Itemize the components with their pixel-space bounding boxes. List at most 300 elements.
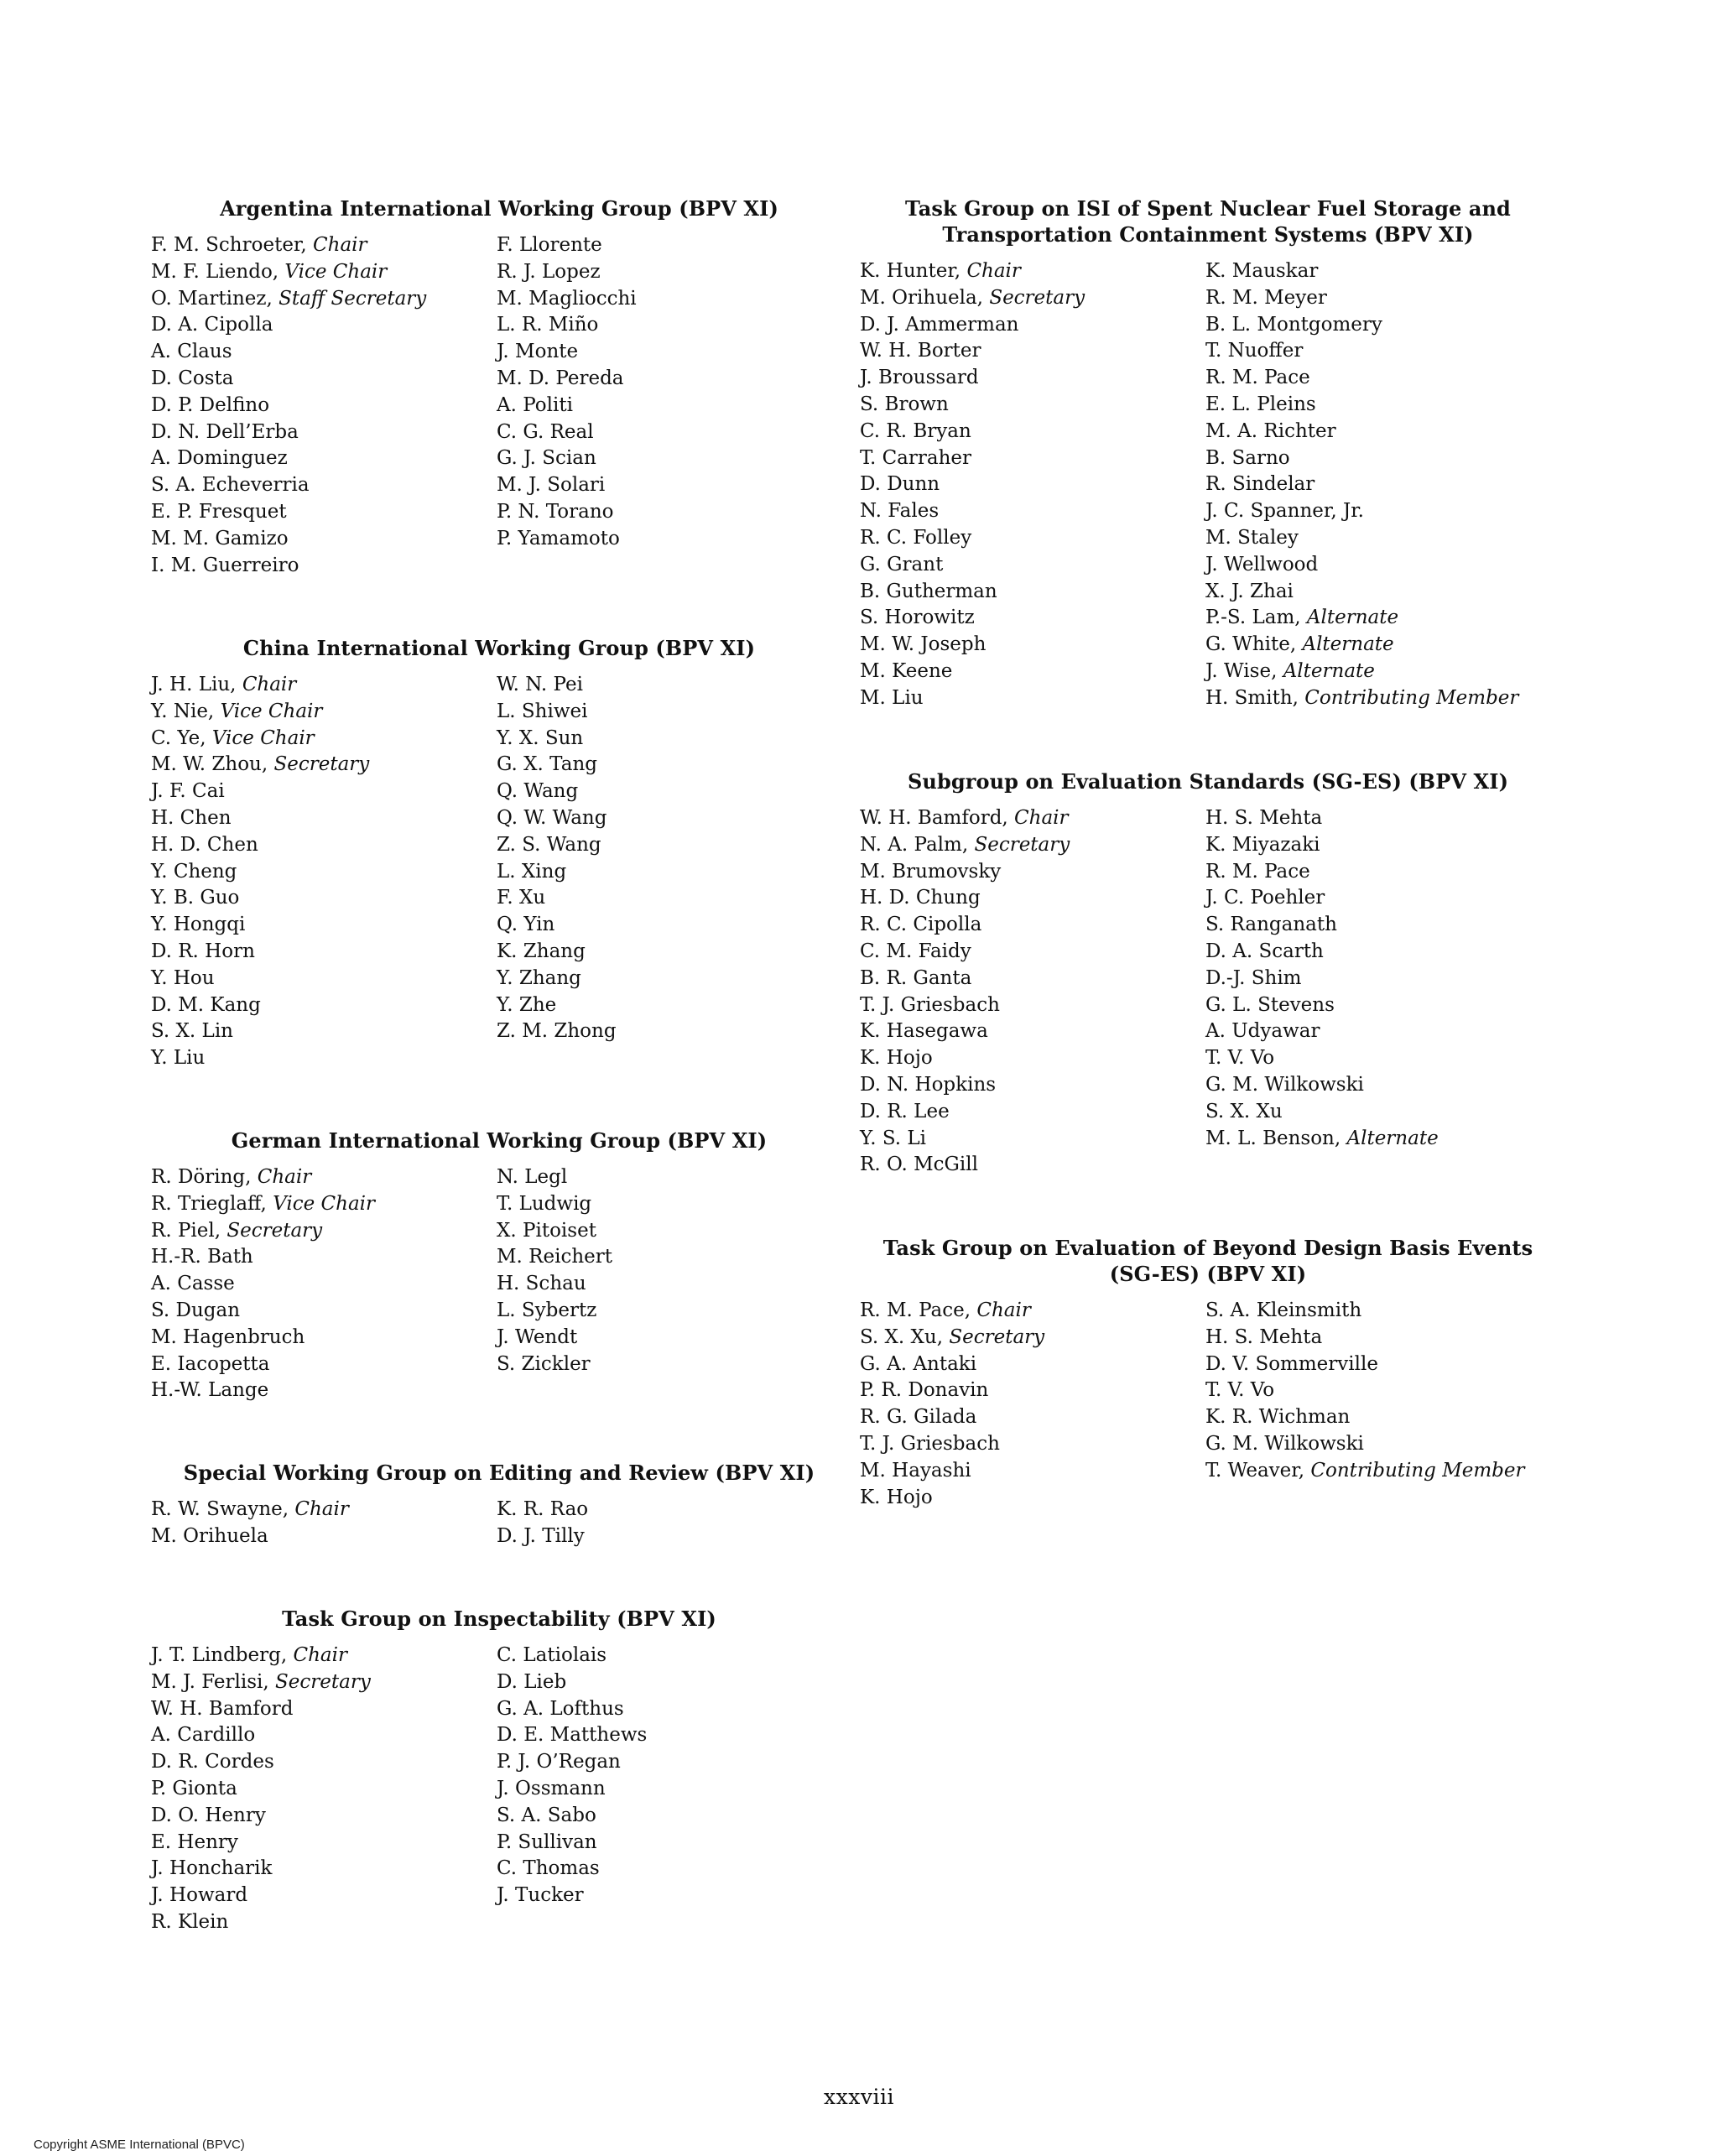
member-entry bbox=[151, 1722, 497, 1749]
member-name: R. Klein bbox=[151, 1910, 229, 1933]
member-entry bbox=[151, 1523, 497, 1550]
member-name: D. J. Ammerman bbox=[860, 313, 1019, 336]
member-name: E. L. Pleins bbox=[1205, 393, 1316, 415]
member-name: K. Zhang bbox=[497, 940, 586, 962]
member-entry bbox=[497, 393, 842, 419]
member-entry bbox=[497, 1803, 842, 1830]
member-entry bbox=[860, 659, 1205, 685]
member-name: Z. M. Zhong bbox=[497, 1020, 617, 1043]
member-entry bbox=[860, 579, 1205, 606]
member-name: W. N. Pei bbox=[497, 674, 583, 695]
member-entry bbox=[151, 992, 497, 1019]
member-list bbox=[497, 1164, 842, 1404]
member-name: C. Thomas bbox=[497, 1857, 600, 1880]
member-entry bbox=[151, 366, 497, 393]
member-name: M. W. Zhou, bbox=[151, 753, 274, 776]
member-name: E. P. Fresquet bbox=[151, 500, 287, 523]
member-name: G. M. Wilkowski bbox=[1205, 1432, 1364, 1455]
member-entry bbox=[1205, 859, 1551, 886]
member-name: K. Mauskar bbox=[1205, 260, 1319, 282]
member-role: Secretary bbox=[989, 286, 1085, 309]
member-name: S. X. Xu bbox=[1205, 1100, 1283, 1122]
member-name: J. Wendt bbox=[497, 1325, 578, 1348]
member-entry bbox=[1205, 1404, 1551, 1431]
member-name: D.-J. Shim bbox=[1205, 966, 1302, 989]
member-name: D. R. Horn bbox=[151, 940, 255, 962]
member-entry bbox=[151, 445, 497, 472]
member-name: K. Hojo bbox=[860, 1047, 933, 1070]
member-name: H.-W. Lange bbox=[151, 1379, 269, 1402]
member-entry bbox=[151, 832, 497, 859]
member-columns bbox=[151, 672, 847, 1072]
member-role: Chair bbox=[257, 1166, 312, 1188]
member-entry bbox=[860, 1298, 1205, 1325]
member-entry bbox=[151, 1669, 497, 1696]
member-role: Contributing Member bbox=[1310, 1459, 1525, 1482]
member-name: K. Hasegawa bbox=[860, 1020, 988, 1043]
member-entry bbox=[860, 912, 1205, 939]
member-name: H. D. Chung bbox=[860, 887, 981, 909]
member-entry bbox=[151, 553, 497, 580]
member-entry bbox=[1205, 1126, 1551, 1153]
member-name: G. A. Lofthus bbox=[497, 1697, 624, 1720]
member-name: M. A. Richter bbox=[1205, 419, 1336, 442]
member-name: L. Sybertz bbox=[497, 1299, 597, 1321]
member-name: R. C. Folley bbox=[860, 526, 972, 549]
member-name: L. Shiwei bbox=[497, 700, 588, 722]
member-name: R. M. Meyer bbox=[1205, 286, 1327, 309]
member-name: J. Broussard bbox=[860, 367, 979, 389]
member-entry bbox=[497, 1856, 842, 1883]
member-name: F. Llorente bbox=[497, 234, 602, 256]
member-role: Alternate bbox=[1283, 659, 1375, 682]
member-entry bbox=[860, 992, 1205, 1019]
member-entry bbox=[860, 1018, 1205, 1045]
committee-section bbox=[151, 195, 847, 579]
member-role: Chair bbox=[313, 234, 367, 256]
member-entry bbox=[497, 526, 842, 553]
member-entry bbox=[151, 339, 497, 366]
member-entry bbox=[1205, 419, 1551, 445]
member-entry bbox=[860, 832, 1205, 859]
committee-section bbox=[151, 1460, 847, 1550]
member-entry bbox=[497, 1497, 842, 1523]
member-entry bbox=[497, 1523, 842, 1550]
member-name: Y. S. Li bbox=[860, 1127, 927, 1149]
member-entry bbox=[860, 552, 1205, 579]
member-name: J. T. Lindberg, bbox=[151, 1644, 294, 1666]
member-entry bbox=[860, 859, 1205, 886]
member-name: M. Hagenbruch bbox=[151, 1325, 305, 1348]
member-name: R. Döring, bbox=[151, 1166, 258, 1188]
member-list bbox=[497, 232, 842, 579]
member-entry bbox=[497, 1722, 842, 1749]
member-entry bbox=[497, 419, 842, 446]
member-entry bbox=[151, 1856, 497, 1883]
member-entry bbox=[497, 1696, 842, 1723]
member-name: A. Politi bbox=[497, 393, 573, 416]
member-list bbox=[151, 1643, 497, 1936]
member-list bbox=[497, 1497, 842, 1550]
member-name: G. A. Antaki bbox=[860, 1352, 977, 1375]
member-entry bbox=[1205, 552, 1551, 579]
member-role: Chair bbox=[966, 260, 1021, 282]
member-name: M. Keene bbox=[860, 659, 953, 682]
member-name: D. A. Cipolla bbox=[151, 314, 273, 336]
member-entry bbox=[860, 1351, 1205, 1378]
member-name: S. A. Kleinsmith bbox=[1205, 1299, 1362, 1321]
member-name: M. Staley bbox=[1205, 526, 1299, 549]
member-list bbox=[1205, 1298, 1551, 1511]
member-role: Chair bbox=[1014, 807, 1069, 829]
member-name: D. Costa bbox=[151, 367, 234, 389]
member-entry bbox=[497, 885, 842, 912]
member-entry bbox=[497, 832, 842, 859]
member-name: A. Cardillo bbox=[151, 1724, 256, 1747]
member-entry bbox=[497, 259, 842, 286]
committee-section bbox=[860, 195, 1556, 712]
member-entry bbox=[860, 1377, 1205, 1404]
member-name: Y. B. Guo bbox=[151, 887, 240, 909]
member-name: Y. Hou bbox=[151, 966, 215, 989]
member-entry bbox=[151, 805, 497, 832]
member-list bbox=[860, 1298, 1205, 1511]
member-entry bbox=[1205, 966, 1551, 992]
member-name: L. Xing bbox=[497, 860, 567, 883]
copyright-notice: Copyright ASME International (BPVC) bbox=[34, 2138, 245, 2152]
member-list bbox=[497, 1643, 842, 1936]
member-list bbox=[860, 258, 1205, 712]
member-name: M. D. Pereda bbox=[497, 367, 624, 389]
member-role: Chair bbox=[242, 674, 297, 695]
member-name: Y. Hongqi bbox=[151, 914, 246, 936]
member-name: R. W. Swayne, bbox=[151, 1498, 295, 1520]
member-name: P. Sullivan bbox=[497, 1831, 597, 1853]
member-entry bbox=[151, 1271, 497, 1298]
member-name: D. R. Lee bbox=[860, 1100, 950, 1122]
committee-section bbox=[151, 1606, 847, 1936]
member-entry bbox=[151, 1244, 497, 1271]
member-name: M. J. Ferlisi, bbox=[151, 1670, 276, 1693]
member-name: J. Wise, bbox=[1205, 659, 1283, 682]
member-name: H. D. Chen bbox=[151, 833, 258, 856]
section-title: Subgroup on Evaluation Standards (SG-ES) (BPV XI) bbox=[907, 769, 1509, 794]
member-entry bbox=[860, 939, 1205, 966]
member-entry bbox=[860, 1072, 1205, 1099]
member-entry bbox=[151, 499, 497, 526]
member-name: B. Gutherman bbox=[860, 580, 997, 602]
member-name: F. M. Schroeter, bbox=[151, 234, 314, 256]
member-entry bbox=[151, 966, 497, 992]
member-entry bbox=[151, 939, 497, 966]
member-name: P. Gionta bbox=[151, 1777, 237, 1799]
member-entry bbox=[1205, 992, 1551, 1019]
member-name: E. Henry bbox=[151, 1831, 238, 1853]
member-entry bbox=[497, 1776, 842, 1803]
member-name: O. Martinez, bbox=[151, 287, 279, 310]
member-entry bbox=[497, 859, 842, 886]
member-name: Y. Nie, bbox=[151, 700, 221, 722]
member-name: J. Howard bbox=[151, 1884, 248, 1907]
member-name: R. Piel, bbox=[151, 1219, 227, 1242]
member-name: B. Sarno bbox=[1205, 446, 1290, 469]
member-name: X. Pitoiset bbox=[497, 1219, 596, 1242]
member-name: C. Ye, bbox=[151, 726, 212, 749]
member-name: W. H. Borter bbox=[860, 340, 981, 362]
member-entry bbox=[1205, 471, 1551, 498]
member-entry bbox=[860, 1045, 1205, 1072]
member-entry bbox=[497, 699, 842, 726]
member-entry bbox=[1205, 258, 1551, 285]
member-entry bbox=[151, 1298, 497, 1325]
member-entry bbox=[497, 366, 842, 393]
member-entry bbox=[497, 726, 842, 753]
member-name: J. H. Liu, bbox=[151, 674, 242, 695]
member-entry bbox=[497, 286, 842, 313]
member-entry bbox=[860, 632, 1205, 659]
member-name: D. M. Kang bbox=[151, 993, 261, 1016]
member-entry bbox=[497, 752, 842, 779]
member-entry bbox=[860, 285, 1205, 312]
member-name: M. Reichert bbox=[497, 1246, 612, 1268]
member-name: H. Schau bbox=[497, 1273, 586, 1295]
member-name: J. Honcharik bbox=[151, 1857, 273, 1880]
member-name: G. White, bbox=[1205, 633, 1303, 656]
member-role: Alternate bbox=[1346, 1127, 1439, 1149]
member-entry bbox=[860, 1431, 1205, 1458]
member-entry bbox=[151, 393, 497, 419]
section-title: Task Group on Inspectability (BPV XI) bbox=[282, 1607, 716, 1631]
member-name: D. A. Scarth bbox=[1205, 940, 1324, 962]
member-entry bbox=[1205, 1351, 1551, 1378]
member-name: H. S. Mehta bbox=[1205, 1325, 1323, 1348]
member-name: J. Ossmann bbox=[497, 1777, 606, 1799]
member-entry bbox=[1205, 1377, 1551, 1404]
member-list bbox=[151, 232, 497, 579]
member-name: R. M. Pace bbox=[1205, 367, 1310, 389]
member-name: D. N. Dell’Erba bbox=[151, 420, 299, 443]
member-role: Vice Chair bbox=[273, 1192, 376, 1215]
section-title: China International Working Group (BPV XI) bbox=[242, 636, 756, 660]
member-entry bbox=[860, 419, 1205, 445]
member-entry bbox=[860, 312, 1205, 339]
member-name: J. F. Cai bbox=[151, 780, 225, 803]
member-entry bbox=[860, 471, 1205, 498]
member-entry bbox=[151, 859, 497, 886]
member-entry bbox=[151, 232, 497, 259]
member-name: M. Hayashi bbox=[860, 1459, 971, 1482]
member-entry bbox=[497, 1191, 842, 1218]
member-entry bbox=[497, 1325, 842, 1351]
member-entry bbox=[151, 752, 497, 779]
member-entry bbox=[860, 1458, 1205, 1485]
member-entry bbox=[860, 338, 1205, 365]
member-entry bbox=[151, 885, 497, 912]
member-name: A. Udyawar bbox=[1205, 1020, 1320, 1043]
member-name: M. Liu bbox=[860, 686, 924, 709]
member-entry bbox=[860, 1152, 1205, 1179]
member-entry bbox=[497, 1643, 842, 1669]
member-entry bbox=[860, 258, 1205, 285]
member-entry bbox=[151, 286, 497, 313]
member-name: X. J. Zhai bbox=[1205, 580, 1294, 602]
member-entry bbox=[497, 1018, 842, 1045]
member-list bbox=[860, 805, 1205, 1179]
member-entry bbox=[497, 966, 842, 992]
member-name: A. Casse bbox=[151, 1273, 235, 1295]
member-entry bbox=[860, 392, 1205, 419]
member-name: R. Trieglaff, bbox=[151, 1192, 273, 1215]
member-name: T. Nuoffer bbox=[1205, 340, 1304, 362]
member-entry bbox=[151, 1776, 497, 1803]
member-entry bbox=[497, 1298, 842, 1325]
member-entry bbox=[151, 1018, 497, 1045]
member-name: Y. Zhe bbox=[497, 993, 557, 1016]
member-entry bbox=[151, 419, 497, 446]
member-name: K. Miyazaki bbox=[1205, 833, 1320, 856]
member-entry bbox=[151, 1218, 497, 1245]
member-name: R. G. Gilada bbox=[860, 1406, 977, 1429]
member-entry bbox=[860, 525, 1205, 552]
member-name: S. Zickler bbox=[497, 1352, 591, 1375]
member-entry bbox=[860, 445, 1205, 472]
member-name: S. Brown bbox=[860, 393, 949, 415]
member-entry bbox=[151, 312, 497, 339]
member-entry bbox=[497, 472, 842, 499]
section-title: Special Working Group on Editing and Review (BPV XI) bbox=[183, 1461, 815, 1485]
member-entry bbox=[1205, 365, 1551, 392]
member-entry bbox=[860, 1325, 1205, 1351]
member-name: K. R. Rao bbox=[497, 1498, 589, 1520]
member-name: A. Dominguez bbox=[151, 447, 288, 470]
member-name: F. Xu bbox=[497, 887, 546, 909]
member-entry bbox=[1205, 939, 1551, 966]
member-role: Secretary bbox=[974, 833, 1070, 856]
member-name: S. Horowitz bbox=[860, 607, 975, 629]
member-entry bbox=[151, 912, 497, 939]
member-name: Y. Zhang bbox=[497, 966, 581, 989]
member-name: G. L. Stevens bbox=[1205, 993, 1335, 1016]
member-name: R. M. Pace bbox=[1205, 860, 1310, 883]
member-entry bbox=[151, 699, 497, 726]
member-name: R. M. Pace, bbox=[860, 1299, 977, 1321]
member-entry bbox=[1205, 605, 1551, 632]
committee-section bbox=[860, 768, 1556, 1179]
member-entry bbox=[151, 1497, 497, 1523]
section-title: Task Group on ISI of Spent Nuclear Fuel Storage and Transportation Containment Systems (BPV XI) bbox=[905, 196, 1511, 247]
member-entry bbox=[151, 1377, 497, 1404]
member-entry bbox=[497, 1218, 842, 1245]
member-entry bbox=[497, 339, 842, 366]
member-entry bbox=[151, 1883, 497, 1909]
member-name: D. E. Matthews bbox=[497, 1724, 648, 1747]
member-name: T. J. Griesbach bbox=[860, 993, 1000, 1016]
member-role: Contributing Member bbox=[1304, 686, 1519, 709]
member-name: D. V. Sommerville bbox=[1205, 1352, 1378, 1375]
member-name: T. V. Vo bbox=[1205, 1047, 1275, 1070]
member-columns bbox=[151, 1164, 847, 1404]
member-list bbox=[1205, 805, 1551, 1179]
member-name: H. Smith, bbox=[1205, 686, 1305, 709]
member-name: K. Hunter, bbox=[860, 260, 967, 282]
member-entry bbox=[1205, 885, 1551, 912]
member-list bbox=[151, 1497, 497, 1550]
member-columns bbox=[860, 258, 1556, 712]
member-name: S. X. Xu, bbox=[860, 1325, 950, 1348]
member-name: C. Latiolais bbox=[497, 1644, 607, 1666]
member-entry bbox=[1205, 1072, 1551, 1099]
member-entry bbox=[1205, 498, 1551, 525]
member-name: D. Lieb bbox=[497, 1670, 567, 1693]
member-entry bbox=[860, 1485, 1205, 1512]
member-name: T. J. Griesbach bbox=[860, 1432, 1000, 1455]
member-name: C. G. Real bbox=[497, 420, 594, 443]
member-columns bbox=[860, 805, 1556, 1179]
member-role: Vice Chair bbox=[220, 700, 323, 722]
member-list bbox=[497, 672, 842, 1072]
section-title: Argentina International Working Group (BPV XI) bbox=[220, 196, 778, 221]
section-title: Task Group on Evaluation of Beyond Design Basis Events (SG-ES) (BPV XI) bbox=[882, 1236, 1533, 1286]
member-entry bbox=[497, 1669, 842, 1696]
member-entry bbox=[151, 1045, 497, 1072]
member-name: G. J. Scian bbox=[497, 447, 596, 470]
member-name: G. M. Wilkowski bbox=[1205, 1073, 1364, 1096]
member-role: Secretary bbox=[275, 1670, 371, 1693]
member-entry bbox=[497, 232, 842, 259]
member-name: E. Iacopetta bbox=[151, 1352, 270, 1375]
member-entry bbox=[497, 1883, 842, 1909]
committee-section bbox=[151, 1127, 847, 1404]
member-entry bbox=[860, 1099, 1205, 1126]
member-columns bbox=[860, 1298, 1556, 1511]
member-name: J. Monte bbox=[497, 341, 579, 363]
member-entry bbox=[497, 1351, 842, 1378]
member-name: B. L. Montgomery bbox=[1205, 313, 1382, 336]
member-name: M. F. Liendo, bbox=[151, 260, 285, 283]
committee-section bbox=[151, 635, 847, 1072]
member-name: G. X. Tang bbox=[497, 753, 597, 776]
member-entry bbox=[1205, 392, 1551, 419]
member-entry bbox=[1205, 912, 1551, 939]
member-name: Q. Yin bbox=[497, 914, 555, 936]
member-entry bbox=[1205, 338, 1551, 365]
member-name: P. J. O’Regan bbox=[497, 1751, 621, 1773]
member-role: Secretary bbox=[949, 1325, 1045, 1348]
member-name: S. A. Sabo bbox=[497, 1804, 596, 1826]
member-name: J. Wellwood bbox=[1205, 553, 1319, 575]
member-entry bbox=[1205, 1045, 1551, 1072]
member-entry bbox=[497, 805, 842, 832]
member-name: L. R. Miño bbox=[497, 314, 599, 336]
member-list bbox=[151, 1164, 497, 1404]
member-name: D. O. Henry bbox=[151, 1804, 266, 1826]
member-name: S. X. Lin bbox=[151, 1020, 233, 1043]
member-role: Vice Chair bbox=[211, 726, 315, 749]
member-name: P.-S. Lam, bbox=[1205, 607, 1307, 629]
member-name: M. Orihuela bbox=[151, 1524, 268, 1547]
member-name: M. Magliocchi bbox=[497, 287, 637, 310]
member-role: Secretary bbox=[273, 753, 370, 776]
member-entry bbox=[1205, 805, 1551, 832]
member-name: T. Ludwig bbox=[497, 1192, 592, 1215]
member-name: D. Dunn bbox=[860, 473, 940, 496]
member-entry bbox=[1205, 832, 1551, 859]
member-entry bbox=[860, 1404, 1205, 1431]
member-columns bbox=[151, 1643, 847, 1936]
member-entry bbox=[860, 365, 1205, 392]
member-name: Z. S. Wang bbox=[497, 833, 601, 856]
member-name: I. M. Guerreiro bbox=[151, 554, 299, 576]
